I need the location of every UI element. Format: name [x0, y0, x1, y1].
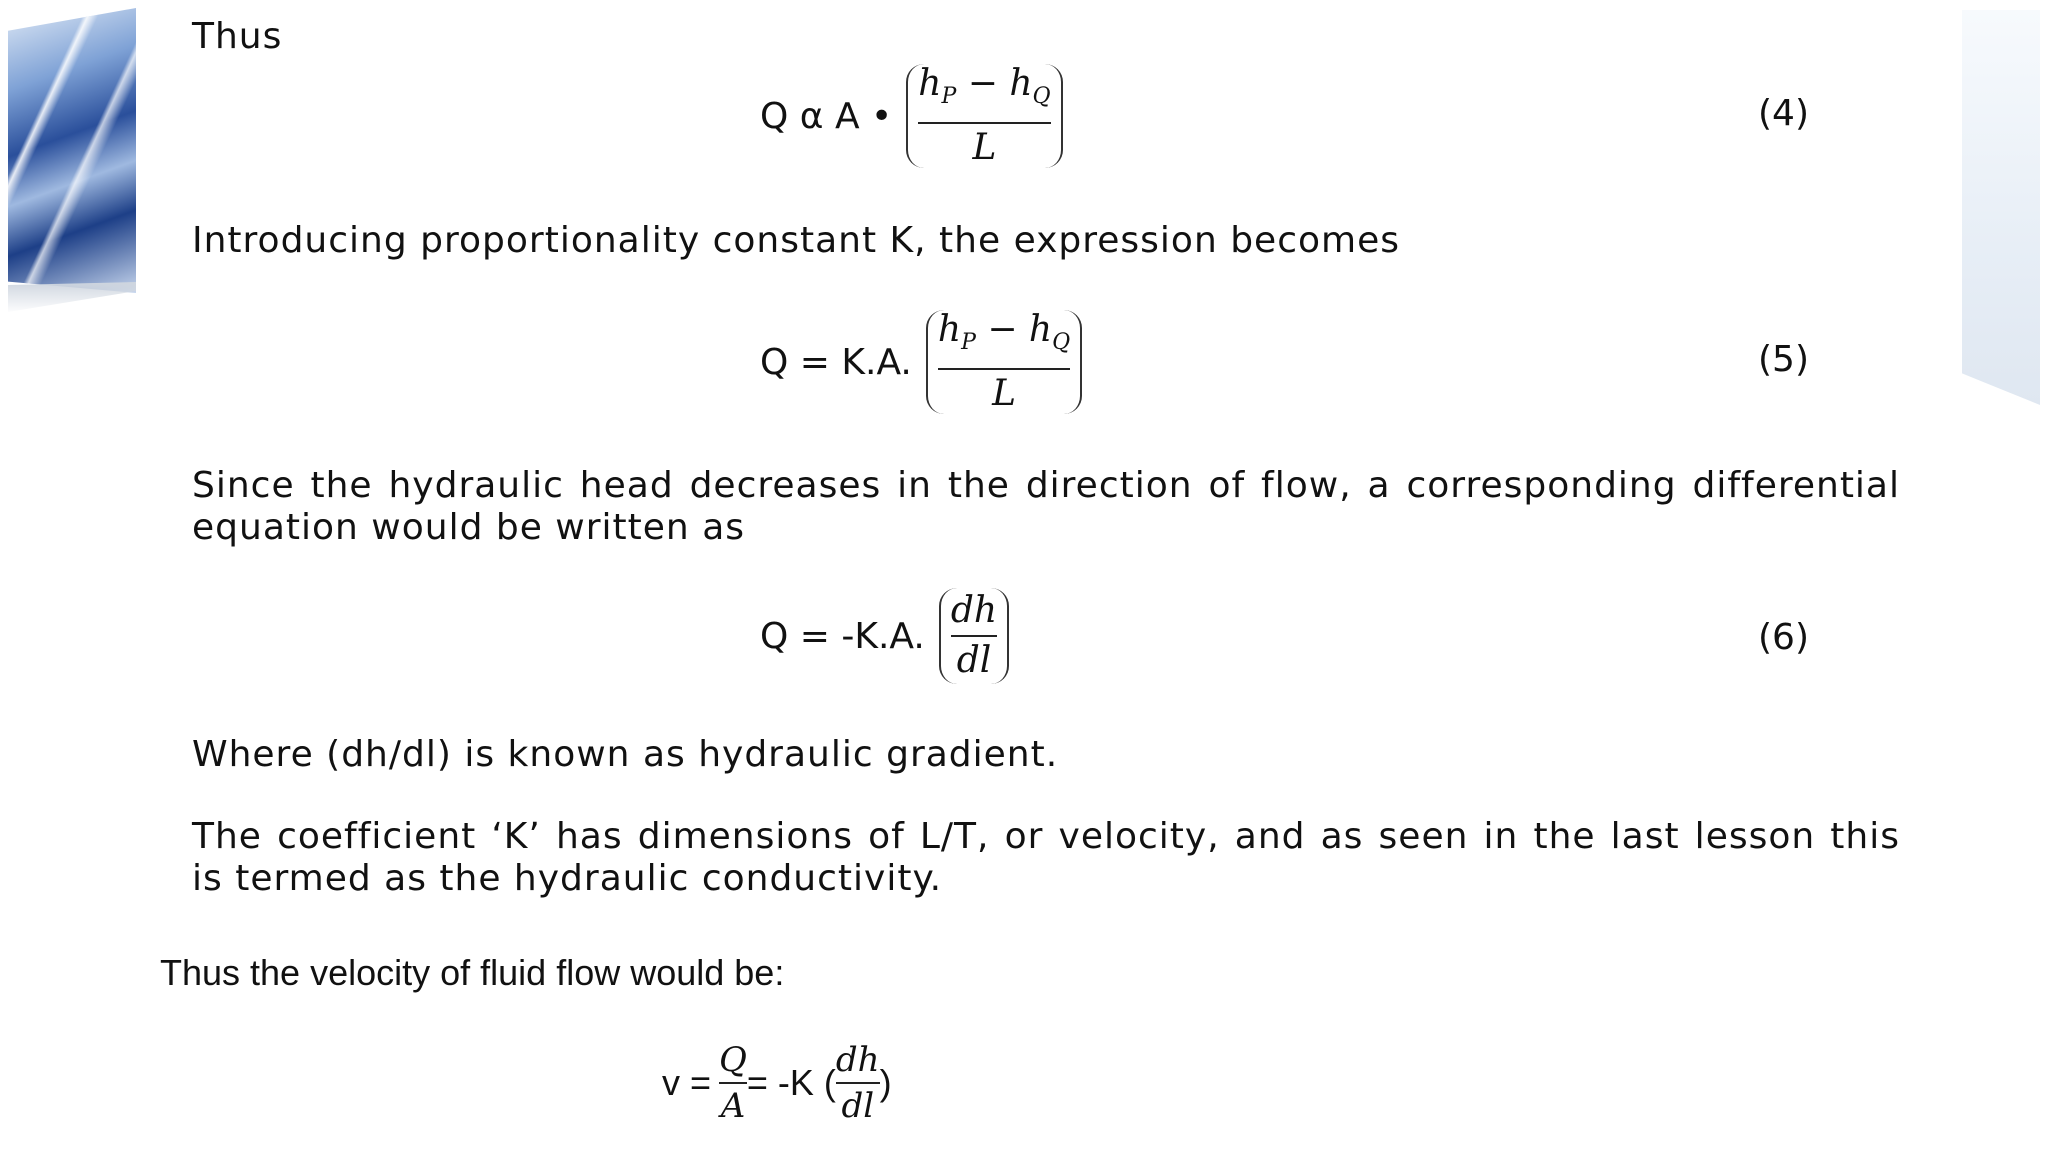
- fraction-bar: [951, 635, 997, 637]
- equation-4-parentheses: [906, 64, 1062, 168]
- equation-5: [760, 310, 1082, 414]
- decorative-corner-shadow: [8, 282, 136, 312]
- equation-6-denominator: dl: [956, 640, 992, 681]
- equation-5-fraction: [938, 308, 1070, 415]
- fraction-bar: [836, 1082, 880, 1084]
- equation-5-number: (5): [1758, 339, 1809, 380]
- velocity-equation: [662, 1040, 892, 1126]
- equation-4: [760, 64, 1063, 168]
- fraction-bar: [719, 1082, 747, 1084]
- equation-6-parentheses: [939, 588, 1009, 684]
- intro-text: Thus: [192, 16, 283, 57]
- equation-6-fraction: [951, 589, 997, 683]
- equation-4-number: (4): [1758, 93, 1809, 134]
- decorative-right-panel: [1962, 10, 2040, 405]
- decorative-corner-image: [8, 8, 136, 293]
- velocity-equation-close: ): [879, 1062, 892, 1103]
- velocity-fraction-dh-over-dl: [836, 1040, 880, 1126]
- paragraph-3: Where (dh/dl) is known as hydraulic gradient.: [192, 734, 1059, 775]
- velocity-equation-lhs: v =: [662, 1062, 712, 1103]
- equation-4-numerator: $h_P - h_Q$: [918, 63, 1051, 110]
- paragraph-5: Thus the velocity of fluid flow would be:: [160, 952, 785, 993]
- velocity-fraction-denominator: A: [720, 1086, 746, 1126]
- velocity-fraction-q-over-a: [719, 1040, 747, 1126]
- equation-4-lhs: Q α A •: [760, 95, 893, 137]
- velocity-equation-mid: = -K (: [746, 1062, 836, 1103]
- velocity-fraction-numerator: Q: [719, 1040, 747, 1080]
- gradient-denominator: dl: [841, 1086, 875, 1126]
- equation-6-number: (6): [1758, 617, 1809, 658]
- paragraph-2: Since the hydraulic head decreases in the direction of flow, a corresponding differential equation would be written as: [192, 465, 1900, 548]
- equation-5-lhs: Q = K.A.: [760, 341, 912, 383]
- equation-5-denominator: L: [992, 372, 1016, 414]
- equation-6-lhs: Q = -K.A.: [760, 615, 925, 657]
- fraction-bar: [918, 122, 1050, 124]
- equation-4-fraction: [918, 62, 1050, 169]
- equation-6: [760, 588, 1009, 684]
- paragraph-4: The coefficient ‘K’ has dimensions of L/T, or velocity, and as seen in the last lesson this is termed as the hydraulic conductivity.: [192, 816, 1900, 899]
- paragraph-1: Introducing proportionality constant K, the expression becomes: [192, 220, 1400, 261]
- equation-6-numerator: dh: [950, 590, 998, 631]
- equation-5-parentheses: [926, 310, 1082, 414]
- equation-5-numerator: $h_P - h_Q$: [937, 309, 1071, 356]
- gradient-numerator: dh: [835, 1040, 880, 1080]
- fraction-bar: [938, 368, 1070, 370]
- equation-4-denominator: L: [972, 126, 997, 168]
